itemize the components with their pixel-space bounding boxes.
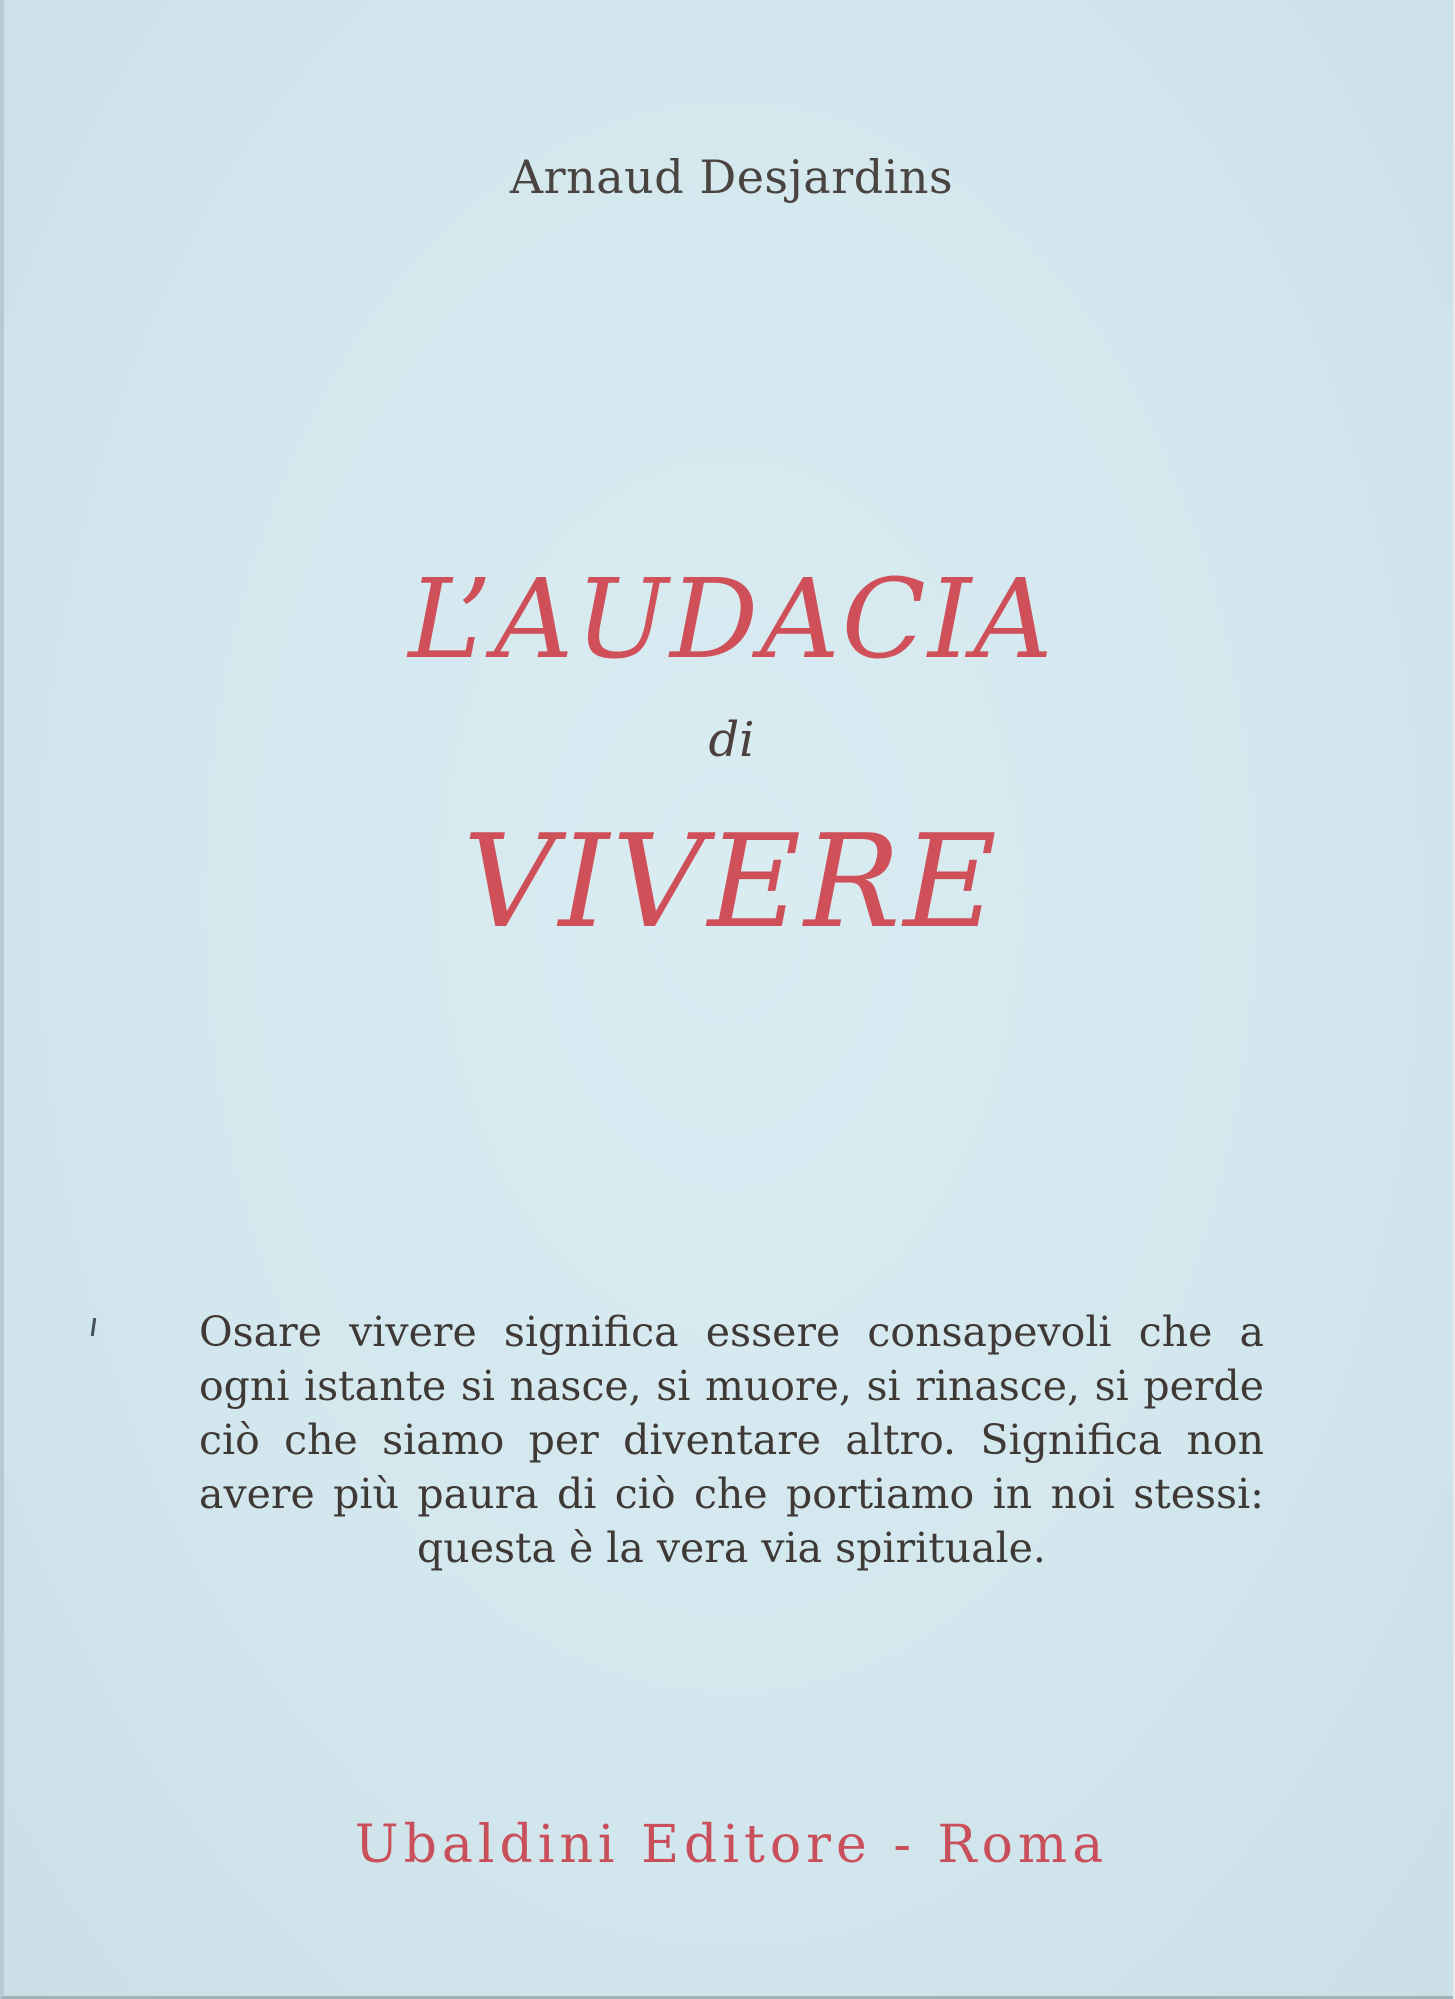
blurb-line: ciò che siamo per diventare altro. Significa non [199, 1416, 1264, 1464]
blurb-line: Osare vivere significa essere consapevoli che a [199, 1308, 1264, 1356]
blurb-line: ogni istante si nasce, si muore, si rinasce, si perde [199, 1362, 1264, 1410]
ink-speck [91, 1318, 96, 1336]
title-line-1: L’AUDACIA [408, 555, 1055, 683]
author-name: Arnaud Desjardins [509, 150, 954, 204]
blurb-line: avere più paura di ciò che portiamo in noi stessi: [199, 1470, 1264, 1518]
title-connector: di [708, 712, 755, 768]
back-blurb [199, 1305, 1264, 1575]
title-line-2: VIVERE [463, 808, 1000, 957]
publisher-imprint: Ubaldini Editore - Roma [354, 1815, 1109, 1875]
blurb-line: questa è la vera via spirituale. [417, 1524, 1046, 1572]
